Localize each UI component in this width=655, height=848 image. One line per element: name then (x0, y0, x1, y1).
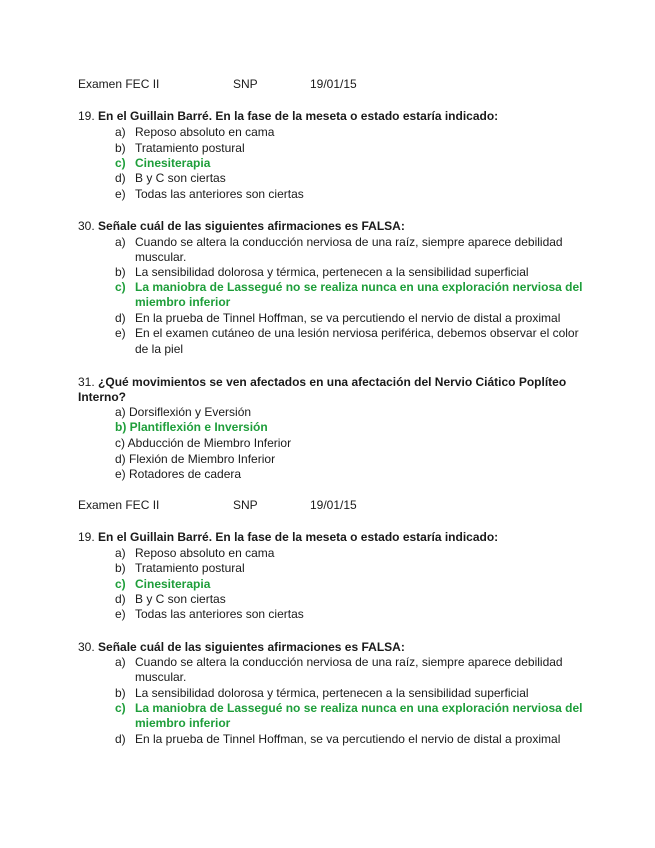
option-c: c) Abducción de Miembro Inferior (115, 436, 292, 450)
question-number: 30. (78, 219, 95, 233)
option-b (115, 141, 245, 156)
option-text: En el examen cutáneo de una lesión nerviosa periférica, debemos observar el color (135, 326, 579, 340)
option-text: Cuando se altera la conducción nerviosa de una raíz, siempre aparece debilidad (135, 655, 563, 669)
option-b-correct: b) Plantiflexión e Inversión (115, 420, 268, 434)
option-letter: b) (115, 561, 126, 575)
option-d (115, 732, 560, 747)
option-letter: a) (115, 125, 126, 139)
question-19 (78, 530, 498, 545)
option-e (115, 607, 304, 622)
option-letter: d) (115, 592, 126, 606)
option-letter: c) (115, 156, 126, 170)
option-text: En la prueba de Tinnel Hoffman, se va percutiendo el nervio de distal a proximal (135, 311, 561, 325)
option-letter: d) (115, 171, 126, 185)
option-letter: a) (115, 235, 126, 249)
option-a (115, 546, 274, 561)
question-31-continued: Interno? (78, 390, 126, 404)
option-e (115, 187, 304, 202)
question-text: ¿Qué movimientos se ven afectados en una afectación del Nervio Ciático Poplíteo (98, 375, 567, 389)
option-text: En la prueba de Tinnel Hoffman, se va percutiendo el nervio de distal a proximal (135, 732, 561, 746)
option-b (115, 265, 529, 280)
option-text: Todas las anteriores son ciertas (135, 607, 304, 621)
option-text: La sensibilidad dolorosa y térmica, pertenecen a la sensibilidad superficial (135, 686, 529, 700)
exam-subject: SNP (233, 498, 258, 512)
exam-subject: SNP (233, 77, 258, 91)
question-text: Señale cuál de las siguientes afirmaciones es FALSA: (98, 640, 405, 654)
option-letter: c) (115, 701, 126, 715)
option-c-correct (115, 577, 210, 592)
option-e-continued: de la piel (135, 342, 184, 356)
question-30 (78, 640, 405, 655)
exam-date: 19/01/15 (310, 77, 357, 91)
option-letter: b) (115, 141, 126, 155)
question-number: 19. (78, 530, 95, 544)
option-a: a) Dorsiflexión y Eversión (115, 405, 252, 419)
option-a-continued: muscular. (135, 670, 187, 684)
option-text: Todas las anteriores son ciertas (135, 187, 304, 201)
option-text: La sensibilidad dolorosa y térmica, pertenecen a la sensibilidad superficial (135, 265, 529, 279)
option-text: Cinesiterapia (135, 577, 211, 591)
option-c-correct (115, 280, 582, 295)
option-text: Reposo absoluto en cama (135, 125, 275, 139)
question-text: En el Guillain Barré. En la fase de la meseta o estado estaría indicado: (98, 530, 499, 544)
option-text: Reposo absoluto en cama (135, 546, 275, 560)
option-letter: e) (115, 326, 126, 340)
option-d (115, 592, 226, 607)
option-e: e) Rotadores de cadera (115, 467, 242, 481)
option-text: Tratamiento postural (135, 141, 245, 155)
option-letter: b) (115, 686, 126, 700)
option-letter: c) (115, 280, 126, 294)
option-d (115, 171, 226, 186)
option-text: La maniobra de Lassegué no se realiza nunca en una exploración nerviosa del (135, 701, 583, 715)
question-30 (78, 219, 405, 234)
option-d: d) Flexión de Miembro Inferior (115, 452, 276, 466)
question-number: 19. (78, 109, 95, 123)
option-c-correct (115, 156, 210, 171)
option-text: Cuando se altera la conducción nerviosa de una raíz, siempre aparece debilidad (135, 235, 563, 249)
question-19 (78, 109, 498, 124)
exam-date: 19/01/15 (310, 498, 357, 512)
option-e (115, 326, 579, 341)
option-letter: d) (115, 311, 126, 325)
option-a (115, 235, 563, 250)
exam-title: Examen FEC II (78, 498, 160, 512)
exam-title: Examen FEC II (78, 77, 160, 91)
option-letter: b) (115, 265, 126, 279)
option-text: La maniobra de Lassegué no se realiza nunca en una exploración nerviosa del (135, 280, 583, 294)
option-letter: e) (115, 607, 126, 621)
option-text: B y C son ciertas (135, 171, 226, 185)
option-text: Cinesiterapia (135, 156, 211, 170)
option-b (115, 686, 529, 701)
option-letter: e) (115, 187, 126, 201)
option-text: B y C son ciertas (135, 592, 226, 606)
option-c-continued: miembro inferior (135, 295, 231, 309)
option-letter: a) (115, 546, 126, 560)
option-a (115, 655, 563, 670)
option-text: Tratamiento postural (135, 561, 245, 575)
option-letter: d) (115, 732, 126, 746)
question-number: 30. (78, 640, 95, 654)
option-c-correct (115, 701, 582, 716)
option-c-continued: miembro inferior (135, 716, 231, 730)
option-a-continued: muscular. (135, 250, 187, 264)
option-b (115, 561, 245, 576)
question-number: 31. (78, 375, 95, 389)
question-text: Señale cuál de las siguientes afirmaciones es FALSA: (98, 219, 405, 233)
option-d (115, 311, 560, 326)
option-letter: c) (115, 577, 126, 591)
option-a (115, 125, 274, 140)
question-text: En el Guillain Barré. En la fase de la meseta o estado estaría indicado: (98, 109, 499, 123)
option-letter: a) (115, 655, 126, 669)
question-31 (78, 375, 566, 390)
